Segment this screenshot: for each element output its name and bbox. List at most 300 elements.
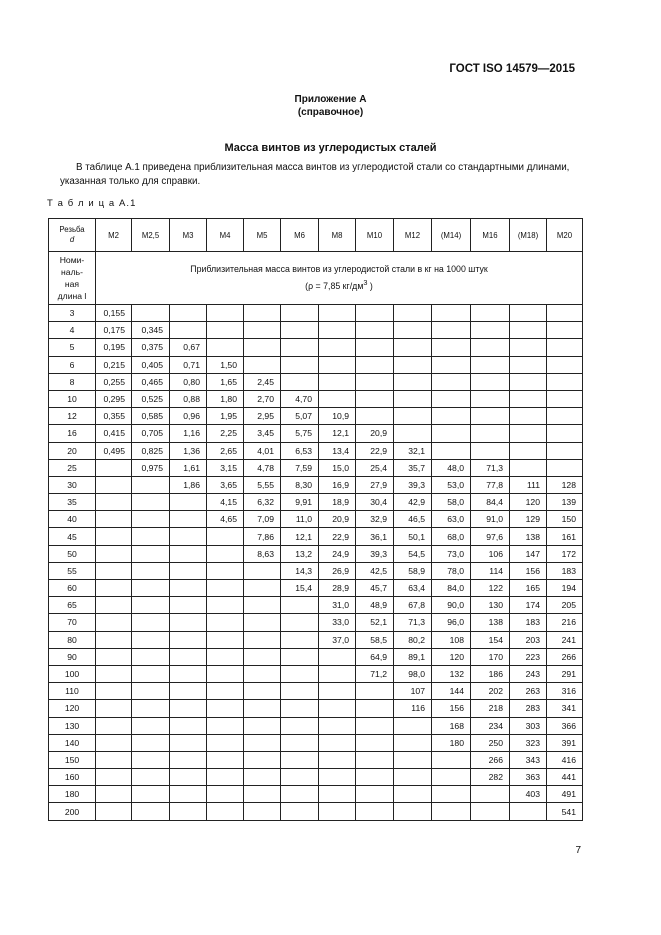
mass-cell: 36,1 (356, 528, 394, 545)
mass-cell: 1,65 (207, 373, 244, 390)
length-cell: 50 (49, 545, 96, 562)
corner-d-symbol: d (69, 235, 75, 244)
mass-cell (281, 769, 319, 786)
mass-cell: 5,07 (281, 408, 319, 425)
mass-cell: 18,9 (319, 494, 356, 511)
mass-cell: 172 (547, 545, 583, 562)
table-row (49, 683, 583, 700)
mass-cell: 122 (471, 580, 510, 597)
mass-cell (281, 614, 319, 631)
mass-cell: 67,8 (394, 597, 432, 614)
mass-cell: 77,8 (471, 476, 510, 493)
standard-number: ГОСТ ISO 14579—2015 (449, 63, 575, 75)
mass-cell: 266 (547, 648, 583, 665)
mass-cell (356, 305, 394, 322)
mass-cell (132, 494, 170, 511)
row-header-line: наль- (61, 267, 83, 277)
mass-cell: 114 (471, 562, 510, 579)
mass-cell (510, 459, 547, 476)
mass-cell: 147 (510, 545, 547, 562)
mass-cell (319, 339, 356, 356)
length-cell: 180 (49, 786, 96, 803)
mass-cell: 1,36 (170, 442, 207, 459)
table-row (49, 803, 583, 820)
mass-cell: 111 (510, 476, 547, 493)
length-cell: 8 (49, 373, 96, 390)
mass-cell: 0,375 (132, 339, 170, 356)
mass-cell (471, 356, 510, 373)
mass-cell (432, 322, 471, 339)
mass-cell (394, 786, 432, 803)
column-header: M4 (207, 219, 244, 252)
mass-cell (244, 356, 281, 373)
mass-cell (281, 734, 319, 751)
mass-cell (281, 648, 319, 665)
mass-cell: 186 (471, 665, 510, 682)
mass-cell (132, 665, 170, 682)
mass-cell: 132 (432, 665, 471, 682)
table-row (49, 717, 583, 734)
length-cell: 35 (49, 494, 96, 511)
mass-cell: 31,0 (319, 597, 356, 614)
mass-cell: 291 (547, 665, 583, 682)
mass-cell: 16,9 (319, 476, 356, 493)
mass-cell (432, 408, 471, 425)
length-cell: 90 (49, 648, 96, 665)
mass-cell (244, 769, 281, 786)
caption-row (49, 252, 583, 305)
mass-cell: 7,09 (244, 511, 281, 528)
mass-cell (394, 322, 432, 339)
length-cell: 40 (49, 511, 96, 528)
column-header: M2,5 (132, 219, 170, 252)
table-row (49, 459, 583, 476)
mass-cell (170, 580, 207, 597)
mass-cell (207, 700, 244, 717)
mass-cell: 52,1 (356, 614, 394, 631)
mass-cell: 0,405 (132, 356, 170, 373)
mass-cell (96, 700, 132, 717)
mass-cell (170, 631, 207, 648)
mass-cell (132, 700, 170, 717)
mass-cell: 73,0 (432, 545, 471, 562)
table-row (49, 562, 583, 579)
mass-cell: 32,1 (394, 442, 432, 459)
mass-cell (319, 390, 356, 407)
length-cell: 3 (49, 305, 96, 322)
mass-cell (319, 717, 356, 734)
column-header: (M18) (510, 219, 547, 252)
mass-cell (471, 442, 510, 459)
mass-cell: 491 (547, 786, 583, 803)
length-cell: 5 (49, 339, 96, 356)
mass-cell: 48,0 (432, 459, 471, 476)
mass-cell: 0,525 (132, 390, 170, 407)
mass-cell: 0,495 (96, 442, 132, 459)
mass-cell (244, 717, 281, 734)
mass-cell (471, 425, 510, 442)
table-row (49, 494, 583, 511)
mass-cell (170, 322, 207, 339)
length-cell: 60 (49, 580, 96, 597)
mass-cell (319, 734, 356, 751)
mass-cell (170, 751, 207, 768)
caption-text: Приблизительная масса винтов из углеродистой стали в кг на 1000 штук (190, 264, 488, 275)
mass-cell: 0,195 (96, 339, 132, 356)
mass-cell (471, 390, 510, 407)
mass-cell: 13,4 (319, 442, 356, 459)
mass-cell: 15,4 (281, 580, 319, 597)
mass-cell (319, 803, 356, 820)
column-header: M10 (356, 219, 394, 252)
mass-cell (281, 373, 319, 390)
mass-cell: 39,3 (394, 476, 432, 493)
mass-cell: 366 (547, 717, 583, 734)
table-row (49, 390, 583, 407)
mass-cell: 50,1 (394, 528, 432, 545)
mass-cell: 116 (394, 700, 432, 717)
mass-cell: 20,9 (319, 511, 356, 528)
mass-cell (132, 751, 170, 768)
mass-cell (132, 786, 170, 803)
mass-cell: 202 (471, 683, 510, 700)
mass-cell (170, 734, 207, 751)
mass-cell: 243 (510, 665, 547, 682)
mass-cell: 303 (510, 717, 547, 734)
length-cell: 4 (49, 322, 96, 339)
mass-cell: 12,1 (319, 425, 356, 442)
length-cell: 70 (49, 614, 96, 631)
mass-cell: 90,0 (432, 597, 471, 614)
mass-cell (132, 305, 170, 322)
mass-cell: 8,63 (244, 545, 281, 562)
mass-cell: 30,4 (356, 494, 394, 511)
mass-cell (170, 683, 207, 700)
mass-cell: 64,9 (356, 648, 394, 665)
table-row (49, 614, 583, 631)
mass-cell (510, 408, 547, 425)
mass-cell (471, 803, 510, 820)
mass-cell: 391 (547, 734, 583, 751)
mass-cell (244, 665, 281, 682)
table-header-row (49, 219, 583, 252)
column-header: M3 (170, 219, 207, 252)
mass-cell: 58,0 (432, 494, 471, 511)
mass-cell: 130 (471, 597, 510, 614)
mass-cell: 106 (471, 545, 510, 562)
mass-cell: 363 (510, 769, 547, 786)
mass-cell: 0,355 (96, 408, 132, 425)
mass-cell: 71,2 (356, 665, 394, 682)
length-cell: 80 (49, 631, 96, 648)
length-cell: 30 (49, 476, 96, 493)
mass-cell (207, 597, 244, 614)
mass-cell: 1,80 (207, 390, 244, 407)
mass-cell: 71,3 (471, 459, 510, 476)
mass-cell: 4,70 (281, 390, 319, 407)
mass-cell (319, 751, 356, 768)
mass-cell (394, 734, 432, 751)
mass-cell (96, 717, 132, 734)
table-row (49, 408, 583, 425)
mass-cell (281, 717, 319, 734)
mass-cell: 84,0 (432, 580, 471, 597)
mass-cell (356, 803, 394, 820)
mass-cell (319, 356, 356, 373)
mass-cell: 263 (510, 683, 547, 700)
mass-cell: 0,80 (170, 373, 207, 390)
table-row (49, 700, 583, 717)
mass-cell: 0,705 (132, 425, 170, 442)
mass-cell: 54,5 (394, 545, 432, 562)
mass-cell (170, 614, 207, 631)
mass-cell (547, 408, 583, 425)
mass-cell (356, 356, 394, 373)
length-cell: 20 (49, 442, 96, 459)
mass-cell: 403 (510, 786, 547, 803)
mass-cell (96, 683, 132, 700)
mass-cell (356, 339, 394, 356)
mass-cell (207, 614, 244, 631)
page-number: 7 (575, 845, 581, 856)
mass-cell: 98,0 (394, 665, 432, 682)
mass-cell: 216 (547, 614, 583, 631)
mass-cell: 5,75 (281, 425, 319, 442)
mass-cell (207, 734, 244, 751)
mass-cell: 168 (432, 717, 471, 734)
mass-cell (170, 786, 207, 803)
mass-cell (170, 769, 207, 786)
mass-cell (547, 339, 583, 356)
mass-cell: 0,585 (132, 408, 170, 425)
mass-cell (96, 459, 132, 476)
mass-cell (547, 373, 583, 390)
mass-cell (170, 803, 207, 820)
mass-cell: 0,345 (132, 322, 170, 339)
mass-cell: 170 (471, 648, 510, 665)
mass-cell: 183 (510, 614, 547, 631)
corner-header (49, 219, 96, 252)
mass-cell (510, 803, 547, 820)
mass-cell: 0,88 (170, 390, 207, 407)
mass-cell (132, 562, 170, 579)
column-header: M16 (471, 219, 510, 252)
mass-cell (394, 751, 432, 768)
mass-cell (244, 305, 281, 322)
mass-cell: 22,9 (356, 442, 394, 459)
mass-cell: 12,1 (281, 528, 319, 545)
mass-cell (281, 700, 319, 717)
mass-cell (96, 665, 132, 682)
mass-cell: 150 (547, 511, 583, 528)
mass-cell: 24,9 (319, 545, 356, 562)
mass-cell: 203 (510, 631, 547, 648)
mass-cell: 80,2 (394, 631, 432, 648)
mass-cell (356, 769, 394, 786)
mass-cell (207, 683, 244, 700)
mass-cell (319, 700, 356, 717)
mass-cell (96, 786, 132, 803)
mass-cell (244, 700, 281, 717)
mass-cell (432, 356, 471, 373)
mass-cell: 84,4 (471, 494, 510, 511)
mass-cell (394, 373, 432, 390)
mass-cell: 0,67 (170, 339, 207, 356)
mass-cell (96, 734, 132, 751)
screw-mass-table (48, 218, 583, 821)
mass-cell (207, 717, 244, 734)
mass-cell: 541 (547, 803, 583, 820)
mass-cell: 218 (471, 700, 510, 717)
length-cell: 12 (49, 408, 96, 425)
mass-cell (170, 665, 207, 682)
mass-cell (432, 305, 471, 322)
mass-cell: 11,0 (281, 511, 319, 528)
mass-cell (394, 425, 432, 442)
mass-cell (432, 339, 471, 356)
mass-cell (281, 665, 319, 682)
mass-cell (510, 373, 547, 390)
table-row (49, 476, 583, 493)
mass-cell (510, 305, 547, 322)
mass-cell (432, 390, 471, 407)
mass-cell: 266 (471, 751, 510, 768)
length-cell: 25 (49, 459, 96, 476)
mass-cell: 9,91 (281, 494, 319, 511)
table-row (49, 425, 583, 442)
mass-cell: 28,9 (319, 580, 356, 597)
column-header: (M14) (432, 219, 471, 252)
mass-cell: 27,9 (356, 476, 394, 493)
mass-cell: 0,155 (96, 305, 132, 322)
mass-cell (207, 786, 244, 803)
mass-cell (207, 803, 244, 820)
caption-superscript: 3 (363, 278, 368, 288)
mass-cell (432, 425, 471, 442)
mass-cell: 89,1 (394, 648, 432, 665)
mass-cell: 139 (547, 494, 583, 511)
mass-cell (394, 717, 432, 734)
mass-cell (96, 631, 132, 648)
mass-cell: 13,2 (281, 545, 319, 562)
mass-cell: 8,30 (281, 476, 319, 493)
mass-cell: 97,6 (471, 528, 510, 545)
mass-cell (207, 665, 244, 682)
mass-cell (319, 786, 356, 803)
mass-cell (170, 597, 207, 614)
mass-cell (356, 717, 394, 734)
mass-cell (170, 494, 207, 511)
table-row (49, 734, 583, 751)
appendix-note: (справочное) (297, 107, 364, 118)
mass-cell (281, 803, 319, 820)
mass-cell: 234 (471, 717, 510, 734)
mass-cell (244, 322, 281, 339)
mass-cell (281, 683, 319, 700)
mass-cell: 174 (510, 597, 547, 614)
mass-cell (244, 562, 281, 579)
mass-cell: 4,65 (207, 511, 244, 528)
mass-cell (471, 339, 510, 356)
mass-cell: 42,9 (394, 494, 432, 511)
mass-cell (510, 425, 547, 442)
mass-cell: 42,5 (356, 562, 394, 579)
table-row (49, 322, 583, 339)
mass-cell (281, 305, 319, 322)
table-row (49, 305, 583, 322)
table-row (49, 769, 583, 786)
mass-cell (432, 442, 471, 459)
mass-cell (132, 631, 170, 648)
mass-cell: 341 (547, 700, 583, 717)
length-cell: 200 (49, 803, 96, 820)
mass-cell (244, 751, 281, 768)
column-header: M2 (96, 219, 132, 252)
mass-cell (207, 648, 244, 665)
table-row (49, 597, 583, 614)
mass-cell: 156 (432, 700, 471, 717)
mass-cell (132, 614, 170, 631)
table-label: Т а б л и ц а А.1 (47, 198, 137, 209)
mass-cell (244, 648, 281, 665)
mass-cell: 26,9 (319, 562, 356, 579)
mass-cell: 0,465 (132, 373, 170, 390)
mass-cell: 120 (510, 494, 547, 511)
table-row (49, 528, 583, 545)
mass-cell (319, 322, 356, 339)
mass-cell (281, 339, 319, 356)
mass-cell (319, 373, 356, 390)
mass-cell: 14,3 (281, 562, 319, 579)
mass-cell (281, 631, 319, 648)
mass-cell: 91,0 (471, 511, 510, 528)
mass-cell (432, 803, 471, 820)
mass-cell (547, 356, 583, 373)
table-row (49, 511, 583, 528)
mass-cell: 7,86 (244, 528, 281, 545)
mass-cell (132, 545, 170, 562)
mass-cell: 6,32 (244, 494, 281, 511)
mass-cell (432, 751, 471, 768)
mass-cell (319, 769, 356, 786)
mass-cell: 32,9 (356, 511, 394, 528)
mass-cell: 48,9 (356, 597, 394, 614)
mass-cell: 46,5 (394, 511, 432, 528)
length-cell: 10 (49, 390, 96, 407)
mass-cell (356, 390, 394, 407)
mass-cell: 4,78 (244, 459, 281, 476)
mass-cell: 45,7 (356, 580, 394, 597)
mass-cell (547, 322, 583, 339)
mass-cell (244, 614, 281, 631)
mass-cell: 2,65 (207, 442, 244, 459)
mass-cell: 5,55 (244, 476, 281, 493)
mass-cell (132, 511, 170, 528)
mass-cell (510, 390, 547, 407)
mass-cell: 156 (510, 562, 547, 579)
mass-cell (207, 769, 244, 786)
mass-cell (471, 373, 510, 390)
mass-cell (356, 751, 394, 768)
mass-cell (170, 545, 207, 562)
mass-cell: 154 (471, 631, 510, 648)
table-row (49, 373, 583, 390)
mass-cell: 138 (471, 614, 510, 631)
mass-cell: 0,96 (170, 408, 207, 425)
mass-cell (432, 373, 471, 390)
mass-cell: 35,7 (394, 459, 432, 476)
column-header: M8 (319, 219, 356, 252)
